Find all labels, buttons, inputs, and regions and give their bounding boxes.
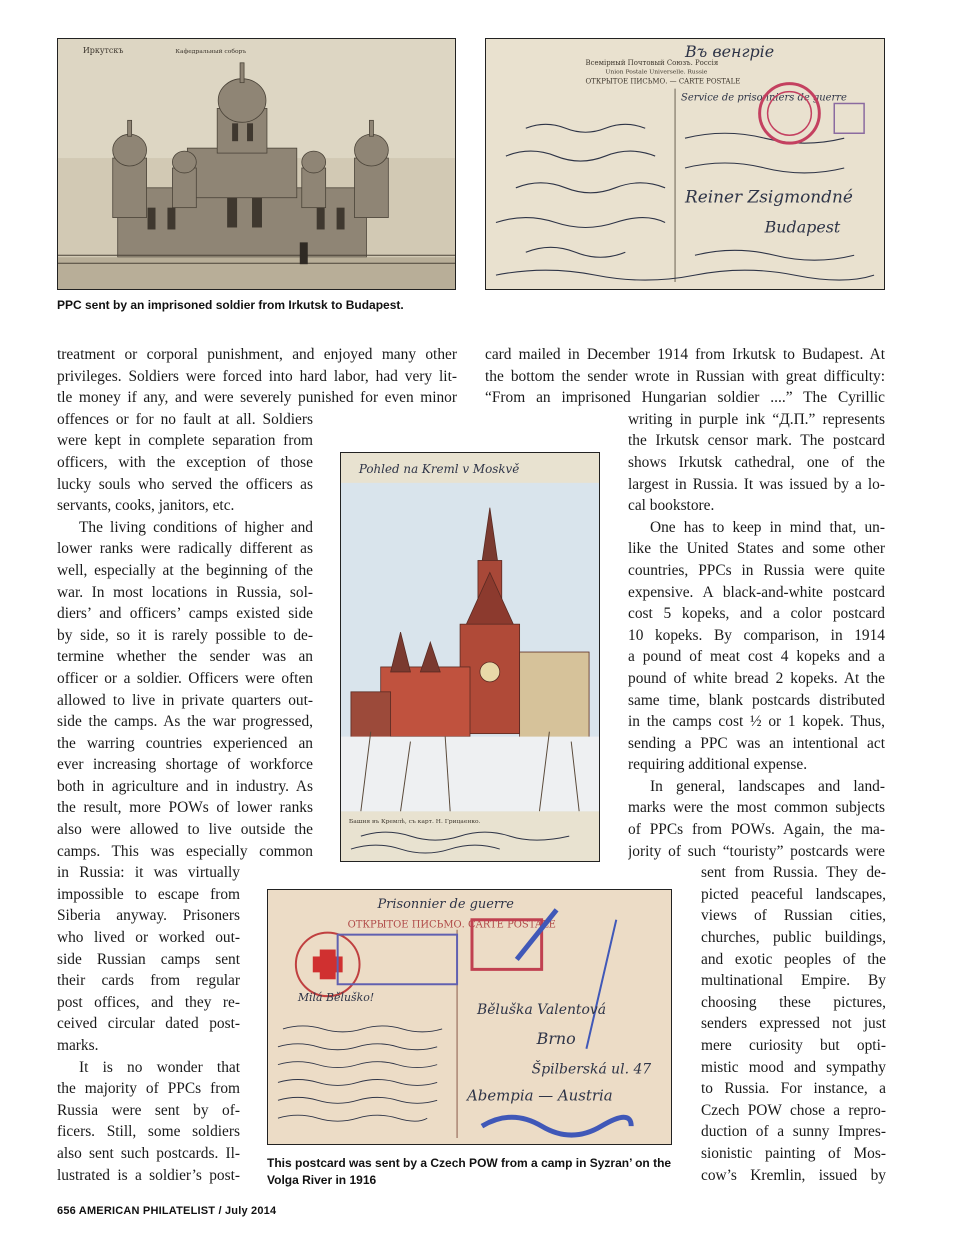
irkutsk-back-hand-1: Въ венгріе [685,41,775,61]
left-column-line: camps. This was especially common [57,842,313,860]
czech-card-country: Abempia — Austria [467,1086,613,1105]
left-column-line: offences or for no fault at all. Soldiers [57,410,313,428]
right-column-line: churches, public buildings, [701,929,886,947]
irkutsk-back-printed-1: Всемірный Почтовый Союзъ. Россія [585,58,719,67]
right-column-line: and exotic peoples of the [701,950,886,968]
page-footer: 656 AMERICAN PHILATELIST / July 2014 [57,1205,277,1217]
irkutsk-photo-title: Иркутскъ [82,45,124,55]
left-column-text [57,344,457,1186]
left-column-line: allowed to live in private quarters out- [57,691,313,709]
right-column-line: of PPCs from POWs. Again, the ma- [628,821,885,839]
right-column-line: card mailed in December 1914 from Irkutsk to Budapest. At [485,346,885,363]
left-column-line: ceived circular dated post- [57,1015,240,1033]
left-column-line: diers’ and officers’ camps existed side [57,605,313,623]
right-column-line: cow’s Kremlin, issued by [701,1166,886,1184]
left-column-line: ever increasing shortage of workforce [57,756,313,774]
right-column-line: picted peaceful landscapes, [701,885,886,903]
right-column-line: views of Russian cities, [701,907,886,925]
czech-card-handwritten-top: Prisonnier de guerre [377,896,514,912]
right-column-line: in the camps cost ½ or 1 kopek. Thus, [628,713,885,731]
right-column-line: largest in Russia. It was issued by a lo- [628,475,885,493]
left-column-line: post offices, and they re- [57,993,240,1011]
czech-card-addressee: Běluška Valentová [476,1002,607,1019]
left-column-line: servants, cooks, janitors, etc. [57,497,235,515]
irkutsk-back-printed-2: Union Postale Universelle. Russie [605,68,708,76]
right-column-line: same time, blank postcards distributed [628,691,885,709]
left-column-line: officers, with the exception of those [57,453,313,471]
left-column-line: ficers. Still, some soldiers [57,1123,240,1141]
right-column-line: senders expressed not just [701,1015,886,1033]
left-column-line: impossible to escape from [57,885,240,903]
right-column-line: a pound of meat cost 4 kopeks and a [628,648,885,666]
right-column-line: 10 kopeks. By comparison, in 1914 [628,626,885,644]
left-column-line: officer or a soldier. Officers were often [57,669,313,687]
left-column-line: the result, more POWs of lower ranks [57,799,313,817]
right-column-line: the Irkutsk censor mark. The postcard [628,432,885,450]
left-column-line: the warring countries experienced an [57,734,313,752]
right-column-line: the bottom the sender wrote in Russian with great difficulty: [485,367,885,385]
irkutsk-photo-subtitle: Кафедральный соборъ [175,47,247,55]
left-column-line: lustrated is a soldier’s post- [57,1166,240,1184]
irkutsk-postcard-back-image [485,38,885,290]
left-column-line: who lived or worked out- [57,929,240,947]
left-column-line: in Russia: it was virtually [57,864,240,882]
right-column-line: sionistic painting of Mos- [701,1144,886,1162]
right-column-text [485,344,886,1186]
right-column-line: mere curiosity but opti- [701,1037,886,1054]
right-column-line: cost 5 kopeks, and a color postcard [628,605,885,623]
right-column-line: pound of white bread 2 kopeks. At the [628,669,885,687]
irkutsk-back-hand-2: Service de prisonniers de guerre [681,92,847,104]
left-column-line: Siberia anyway. Prisoners [57,907,240,925]
left-column-line: treatment or corporal punishment, and enjoyed many other [57,346,457,363]
left-column-line: also were allowed to live outside the [57,821,313,839]
left-column-line: war. In most locations in Russia, sol- [57,583,313,601]
left-column-line: side the camps. As the war progressed, [57,713,313,731]
left-column-line: also sent such postcards. Il- [57,1144,240,1162]
czech-card-greeting: Milá Běluško! [297,991,375,1005]
right-column-line: requiring additional expense. [628,756,808,774]
right-column-line: to Russia. For instance, a [701,1080,886,1098]
irkutsk-cathedral-postcard-image [57,38,456,290]
left-column-line: privileges. Soldiers were forced into hard labor, had very lit- [57,367,457,385]
top-figure-caption: PPC sent by an imprisoned soldier from Irkutsk to Budapest. [57,298,404,312]
left-column-line: It is no wonder that [79,1058,240,1076]
right-column-line: mistic mood and sympathy [701,1058,886,1076]
right-column-line: shows Irkutsk cathedral, one of the [628,453,885,471]
left-column-line: lucky souls who served the officers as [57,475,313,493]
right-column-line: “From an imprisoned Hungarian soldier ....” The Cyrillic [485,389,885,407]
irkutsk-back-hand-4: Budapest [764,217,841,237]
right-column-line: writing in purple ink “Д.П.” represents [628,410,885,428]
right-column-line: multinational Empire. By [701,972,886,990]
czech-card-street: Špilberská ul. 47 [531,1061,652,1078]
right-column-line: duction of a sunny Impres- [701,1123,886,1141]
czech-card-city: Brno [536,1028,576,1048]
irkutsk-back-hand-3: Reiner Zsigmondné [685,186,853,207]
right-column-line: cal bookstore. [628,497,715,515]
bottom-figure-caption: This postcard was sent by a Czech POW from a camp in Syzran’ on the Volga River in 1916 [267,1156,672,1187]
kremlin-card-handwritten-title: Pohled na Kreml v Moskvě [358,461,520,476]
right-column-line: sent from Russia. They de- [701,864,886,882]
right-column-line: One has to keep in mind that, un- [650,518,885,536]
left-column-line: well, especially at the beginning of the [57,561,313,579]
kremlin-card-printed-caption: Башня въ Кремлѣ, съ карт. Н. Грицаенко. [348,818,481,826]
czech-card-printed: ОТКРЫТОЕ ПИСЬМО. CARTE POSTALE [347,919,556,931]
left-column-line: Russia were sent by of- [57,1101,240,1119]
left-column-line: both in agriculture and in industry. As [57,777,313,795]
right-column-line: expensive. A black-and-white postcard [628,583,885,601]
irkutsk-back-printed-3: ОТКРЫТОЕ ПИСЬМО. — CARTE POSTALE [585,77,741,86]
left-column-line: tle money if any, and were severely punished for even minor [57,389,457,407]
right-column-line: marks were the most common subjects [628,799,885,817]
left-column-line: side Russian camps sent [57,950,240,968]
left-column-line: by side, so it is rarely possible to de- [57,626,313,644]
right-column-line: jority of such “touristy” postcards were [628,842,885,860]
left-column-line: marks. [57,1037,99,1054]
left-column-line: were kept in complete separation from [57,432,313,450]
left-column-line: lower ranks were radically different as [57,540,313,558]
left-column-line: termine whether the sender was an [57,648,313,666]
right-column-line: sending a PPC was an intentional act [628,734,885,752]
right-column-line: countries, PPCs in Russia were quite [628,561,885,579]
right-column-line: like the United States and some other [628,540,885,558]
left-column-line: The living conditions of higher and [79,518,313,536]
left-column-line: the majority of PPCs from [57,1080,240,1098]
left-column-line: their cards from regular [57,972,240,990]
right-column-line: choosing these pictures, [701,993,886,1011]
right-column-line: In general, landscapes and land- [650,777,885,795]
right-column-line: Czech POW chose a repro- [701,1101,886,1119]
